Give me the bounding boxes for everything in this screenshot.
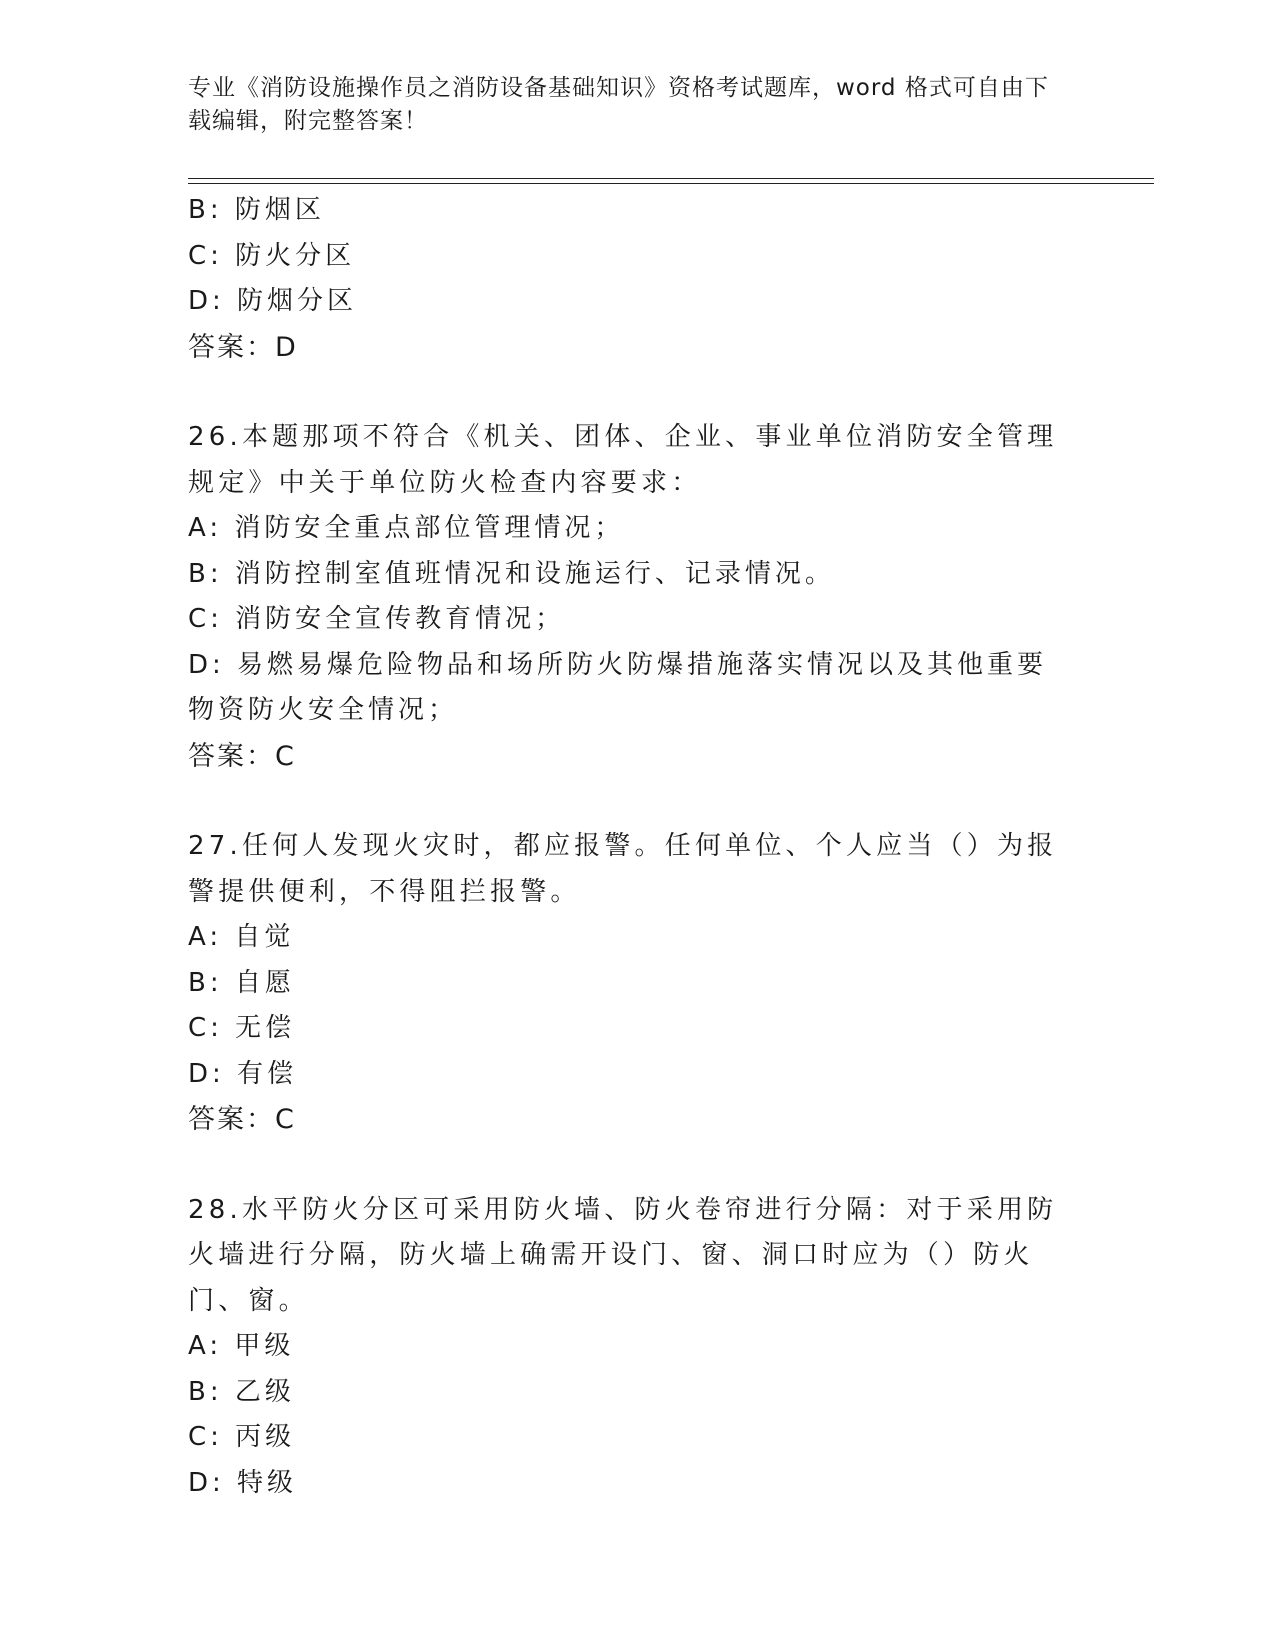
document-intro: 专业《消防设施操作员之消防设备基础知识》资格考试题库，word 格式可自由下载编辑，附完整答案！ xyxy=(188,75,1049,134)
header-divider-bottom xyxy=(188,183,1154,184)
answer-line: 答案：D xyxy=(188,331,298,363)
option-b: B: 消防控制室值班情况和设施运行、记录情况。 xyxy=(188,558,835,589)
option-b: B: 防烟区 xyxy=(188,195,325,225)
option-a: A: 消防安全重点部位管理情况； xyxy=(188,513,625,543)
option-d: D: 防烟分区 xyxy=(188,286,358,316)
question-27 xyxy=(188,824,1073,1143)
option-c: C: 无偿 xyxy=(188,1013,296,1043)
option-c: C: 丙级 xyxy=(188,1422,296,1452)
option-b: B: 乙级 xyxy=(188,1376,295,1407)
question-25-tail xyxy=(188,188,1073,370)
question-text: 26.本题那项不符合《机关、团体、企业、事业单位消防安全管理规定》中关于单位防火检查内容要求： xyxy=(188,422,1058,498)
option-a: A: 自觉 xyxy=(188,922,295,952)
option-c: C: 消防安全宣传教育情况； xyxy=(188,604,566,634)
option-d: D: 有偿 xyxy=(188,1058,298,1089)
answer-line: 答案：C xyxy=(188,740,296,772)
option-a: A: 甲级 xyxy=(188,1331,295,1361)
option-c: C: 防火分区 xyxy=(188,240,356,271)
answer-line: 答案：C xyxy=(188,1104,296,1135)
question-text: 28.水平防火分区可采用防火墙、防火卷帘进行分隔：对于采用防火墙进行分隔，防火墙上确需开设门、窗、洞口时应为（）防火门、窗。 xyxy=(188,1194,1058,1316)
question-list xyxy=(188,188,1073,1506)
option-d: D: 特级 xyxy=(188,1467,298,1498)
option-d: D: 易燃易爆危险物品和场所防火防爆措施落实情况以及其他重要物资防火安全情况； xyxy=(188,649,1048,725)
option-b: B: 自愿 xyxy=(188,967,295,998)
header-divider-top xyxy=(188,178,1154,179)
question-28 xyxy=(188,1188,1073,1507)
question-26 xyxy=(188,415,1073,779)
question-text: 27.任何人发现火灾时，都应报警。任何单位、个人应当（）为报警提供便利，不得阻拦报警。 xyxy=(188,831,1058,907)
